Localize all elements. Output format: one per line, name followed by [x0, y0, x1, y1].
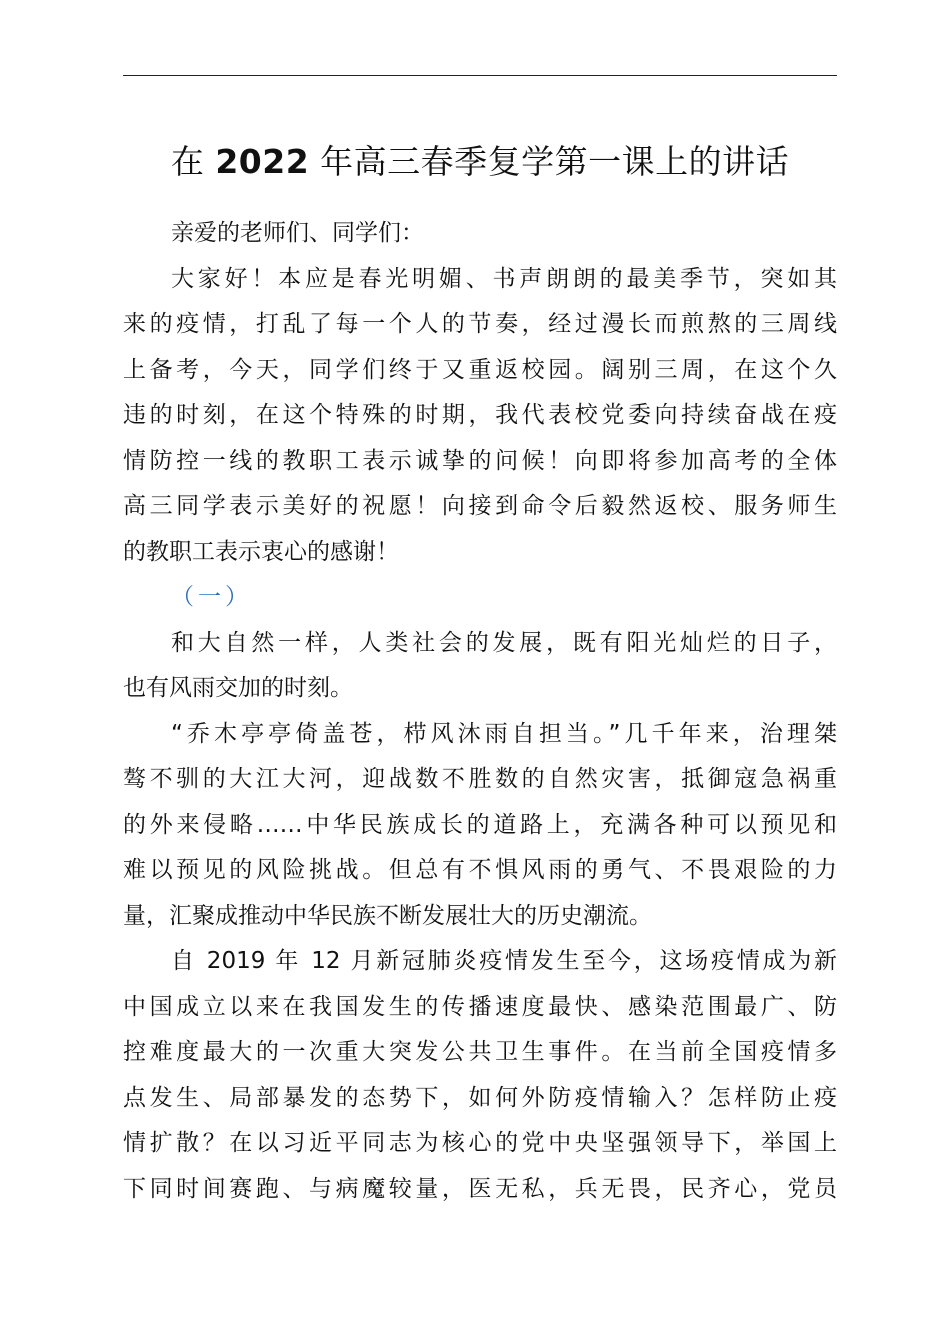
page-title: 在 2022 年高三春季复学第一课上的讲话 [170, 142, 790, 181]
paragraph-line: “乔木亭亭倚盖苍，栉风沐雨自担当。”几千年来，治理桀 [171, 720, 837, 747]
paragraph-line: 大家好！本应是春光明媚、书声朗朗的最美季节，突如其 [171, 265, 837, 292]
paragraph-line: 情扩散？在以习近平同志为核心的党中央坚强领导下，举国上 [123, 1130, 837, 1156]
document-body [123, 211, 837, 1212]
paragraph-line: 违的时刻，在这个特殊的时期，我代表校党委向持续奋战在疫 [123, 402, 837, 428]
paragraph-line: 控难度最大的一次重大突发公共卫生事件。在当前全国疫情多 [123, 1039, 837, 1065]
paragraph-line: 的外来侵略……中华民族成长的道路上，充满各种可以预见和 [123, 811, 837, 838]
paragraph-line: 高三同学表示美好的祝愿！向接到命令后毅然返校、服务师生 [123, 493, 837, 519]
paragraph-line: 难以预见的风险挑战。但总有不惧风雨的勇气、不畏艰险的力 [123, 857, 837, 883]
salutation: 亲爱的老师们、同学们： [171, 220, 424, 246]
paragraph-line: 来的疫情，打乱了每一个人的节奏，经过漫长而煎熬的三周线 [123, 311, 837, 337]
paragraph-line: 上备考，今天，同学们终于又重返校园。阔别三周，在这个久 [123, 356, 837, 383]
paragraph-line: 自 2019 年 12 月新冠肺炎疫情发生至今，这场疫情成为新 [171, 948, 837, 974]
paragraph-line: 量，汇聚成推动中华民族不断发展壮大的历史潮流。 [123, 902, 652, 929]
paragraph-line: 和大自然一样，人类社会的发展，既有阳光灿烂的日子， [171, 629, 837, 656]
paragraph-line: 的教职工表示衷心的感谢！ [123, 538, 399, 565]
paragraph-line: 情防控一线的教职工表示诚挚的问候！向即将参加高考的全体 [123, 447, 837, 474]
paragraph-line: 骜不驯的大江大河，迎战数不胜数的自然灾害，抵御寇急祸重 [123, 766, 837, 792]
paragraph-line: 下同时间赛跑、与病魔较量，医无私，兵无畏，民齐心，党员 [123, 1175, 837, 1202]
header-rule [123, 75, 837, 76]
paragraph-line: 中国成立以来在我国发生的传播速度最快、感染范围最广、防 [123, 993, 837, 1020]
section-heading: （一） [171, 584, 252, 610]
title-year: 2022 [215, 142, 310, 181]
paragraph-line: 也有风雨交加的时刻。 [123, 675, 353, 701]
paragraph-line: 点发生、局部暴发的态势下，如何外防疫情输入？怎样防止疫 [123, 1084, 837, 1111]
